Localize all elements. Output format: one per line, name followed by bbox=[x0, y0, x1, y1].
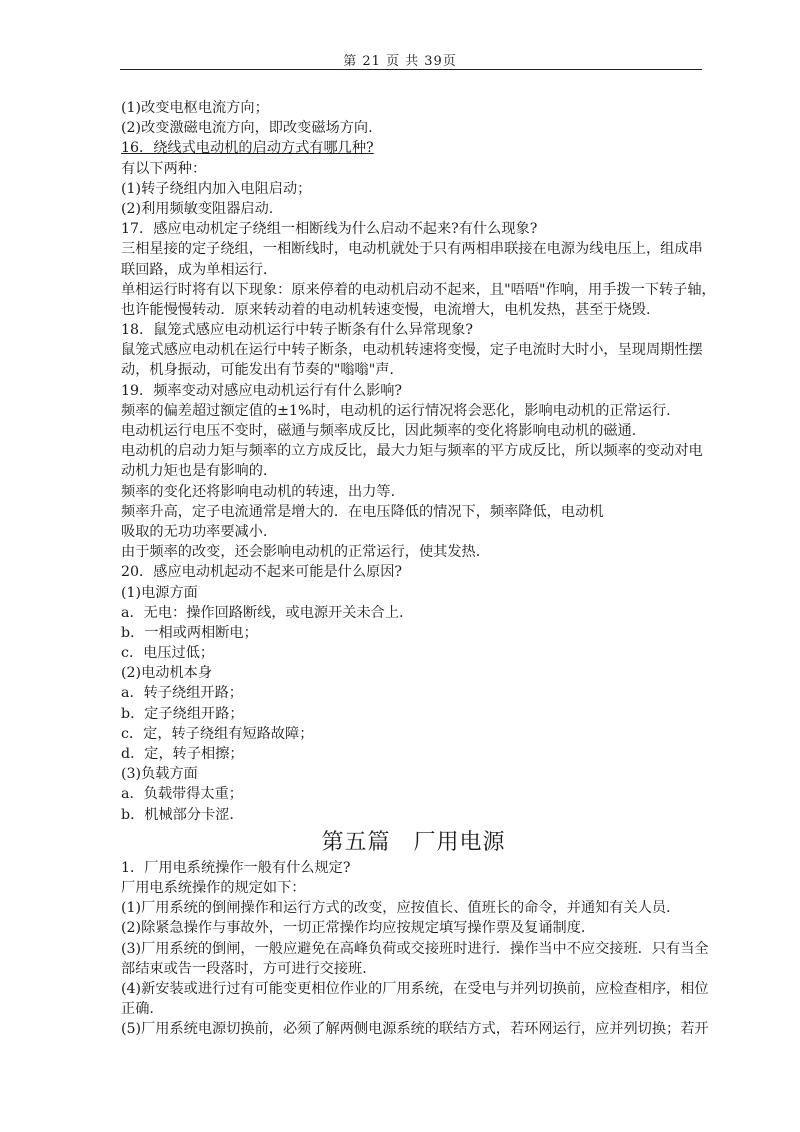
text-line-content: 正确. bbox=[121, 1001, 154, 1018]
text-line-content: 频率的偏差超过额定值的±1%时，电动机的运行情况将会恶化，影响电动机的正常运行. bbox=[121, 402, 671, 419]
text-line bbox=[121, 381, 706, 401]
text-line-content: a．无电：操作回路断线，或电源开关未合上. bbox=[121, 604, 404, 621]
text-line bbox=[121, 98, 706, 118]
text-line bbox=[121, 744, 706, 764]
text-line bbox=[121, 441, 706, 461]
text-line-content: 1．厂用电系统操作一般有什么规定? bbox=[121, 859, 351, 876]
text-line bbox=[121, 421, 706, 441]
text-line-content: (1)电源方面 bbox=[121, 584, 198, 601]
text-line bbox=[121, 764, 706, 784]
text-line bbox=[121, 179, 706, 199]
section-text bbox=[121, 858, 709, 1040]
text-line bbox=[121, 219, 706, 239]
text-line-content: (2)利用频敏变阻器启动. bbox=[121, 200, 274, 217]
text-line bbox=[121, 583, 706, 603]
text-line bbox=[121, 979, 709, 999]
text-line bbox=[121, 623, 706, 643]
text-line-content: c．定，转子绕组有短路故障； bbox=[121, 725, 314, 742]
text-line-content: 20．感应电动机起动不起来可能是什么原因? bbox=[121, 564, 403, 581]
header-rule bbox=[120, 69, 702, 70]
text-line-content: (2)除紧急操作与事故外，一切正常操作均应按规定填写操作票及复诵制度. bbox=[121, 920, 586, 937]
document-body bbox=[121, 98, 716, 1039]
text-line-content: a．负载带得太重； bbox=[121, 786, 243, 803]
text-line-content: (1)改变电枢电流方向； bbox=[121, 100, 269, 116]
text-line-content: 部结束或告一段落时，方可进行交接班. bbox=[121, 960, 367, 977]
text-line bbox=[121, 959, 706, 979]
text-line-content: c．电压过低； bbox=[121, 645, 215, 662]
text-line bbox=[121, 118, 706, 138]
text-line bbox=[121, 199, 706, 219]
text-line-content: 电动机的启动力矩与频率的立方成反比，最大力矩与频率的平方成反比，所以频率的变动对电 bbox=[121, 443, 703, 460]
text-line bbox=[121, 603, 706, 623]
text-line-content: (3)负载方面 bbox=[121, 766, 198, 783]
text-line-content: 三相星接的定子绕组，一相断线时，电动机就处于只有两相串联接在电源为线电压上，组成串 bbox=[121, 241, 703, 258]
text-line-content: 频率的变化还将影响电动机的转速，出力等. bbox=[121, 483, 396, 500]
text-line-content: (3)厂用系统的倒闸，一般应避免在高峰负荷或交接班时进行．操作当中不应交接班．只有当全 bbox=[121, 940, 709, 957]
text-line bbox=[121, 300, 706, 320]
text-line bbox=[121, 918, 706, 938]
text-line bbox=[121, 643, 706, 663]
text-line-content: 由于频率的改变，还会影响电动机的正常运行，使其发热. bbox=[121, 544, 481, 561]
text-line-content: 联回路，成为单相运行. bbox=[121, 261, 268, 278]
text-line-content: (4)新安装或进行过有可能变更相位作业的厂用系统，在受电与并列切换前，应检查相序，相位 bbox=[121, 980, 709, 997]
text-line-content: b．一相或两相断电； bbox=[121, 624, 258, 641]
text-line bbox=[121, 239, 706, 259]
text-line-content: 也许能慢慢转动．原来转动着的电动机转速变慢，电流增大，电机发热，甚至于烧毁. bbox=[121, 301, 651, 318]
text-line-content: 18．鼠笼式感应电动机运行中转子断条有什么异常现象? bbox=[121, 322, 473, 339]
text-line-content: 19．频率变动对感应电动机运行有什么影响? bbox=[121, 382, 403, 399]
text-line bbox=[121, 340, 706, 360]
text-line bbox=[121, 704, 706, 724]
text-line bbox=[121, 260, 706, 280]
text-line bbox=[121, 663, 706, 683]
text-line bbox=[121, 562, 706, 582]
text-line bbox=[121, 482, 706, 502]
text-line bbox=[121, 1019, 709, 1039]
text-line bbox=[121, 522, 706, 542]
text-line bbox=[121, 138, 706, 158]
text-line-content: (2)改变激磁电流方向，即改变磁场方向. bbox=[121, 120, 373, 137]
text-line-content: 16．绕线式电动机的启动方式有哪几种? bbox=[121, 140, 374, 157]
text-line-content: b．机械部分卡涩. bbox=[121, 806, 234, 823]
text-line bbox=[121, 805, 706, 825]
text-line-content: (1)厂用系统的倒闸操作和运行方式的改变，应按值长、值班长的命令，并通知有关人员. bbox=[121, 900, 671, 917]
text-line-content: (5)厂用系统电源切换前，必须了解两侧电源系统的联结方式，若环网运行，应并列切换；若开 bbox=[121, 1021, 709, 1038]
section-title: 第五篇 厂用电源 bbox=[321, 829, 506, 855]
text-line-content: d．定，转子相擦； bbox=[121, 746, 244, 762]
text-line bbox=[121, 502, 706, 522]
text-line bbox=[121, 999, 706, 1019]
text-line bbox=[121, 878, 706, 898]
text-line-content: a．转子绕组开路； bbox=[121, 685, 243, 702]
text-line-content: 有以下两种： bbox=[121, 160, 207, 177]
text-line bbox=[121, 683, 706, 703]
chapter-text bbox=[121, 98, 716, 825]
page-header: 第 21 页 共 39页 bbox=[343, 54, 457, 69]
text-line-content: 动机力矩也是有影响的. bbox=[121, 463, 268, 480]
text-line bbox=[121, 858, 706, 878]
text-line bbox=[121, 401, 706, 421]
text-line bbox=[121, 542, 706, 562]
text-line bbox=[121, 724, 706, 744]
text-line bbox=[121, 784, 706, 804]
text-line-content: b．定子绕组开路； bbox=[121, 705, 244, 722]
text-line bbox=[121, 159, 706, 179]
text-line-content: 电动机运行电压不变时，磁通与频率成反比，因此频率的变化将影响电动机的磁通. bbox=[121, 423, 637, 439]
text-line-content: 吸取的无功功率要减小. bbox=[121, 523, 268, 540]
text-line-content: 动，机身振动，可能发出有节奏的"嗡嗡"声. bbox=[121, 362, 394, 379]
text-line-content: 频率升高，定子电流通常是增大的．在电压降低的情况下，频率降低，电动机 bbox=[121, 503, 604, 520]
text-line-content: 厂用电系统操作的规定如下： bbox=[121, 879, 306, 896]
text-line bbox=[121, 939, 709, 959]
text-line bbox=[121, 320, 706, 340]
text-line bbox=[121, 898, 706, 918]
text-line bbox=[121, 280, 716, 300]
text-line bbox=[121, 461, 706, 481]
text-line-content: 17．感应电动机定子绕组一相断线为什么启动不起来?有什么现象? bbox=[121, 221, 538, 238]
text-line-content: (2)电动机本身 bbox=[121, 665, 213, 682]
text-line bbox=[121, 360, 706, 380]
text-line-content: 单相运行时将有以下现象：原来停着的电动机启动不起来，且"唔唔"作响，用手拨一下转子轴， bbox=[121, 281, 716, 298]
text-line-content: 鼠笼式感应电动机在运行中转子断条，电动机转速将变慢，定子电流时大时小，呈现周期性摆 bbox=[121, 342, 703, 359]
text-line-content: (1)转子绕组内加入电阻启动； bbox=[121, 180, 312, 197]
